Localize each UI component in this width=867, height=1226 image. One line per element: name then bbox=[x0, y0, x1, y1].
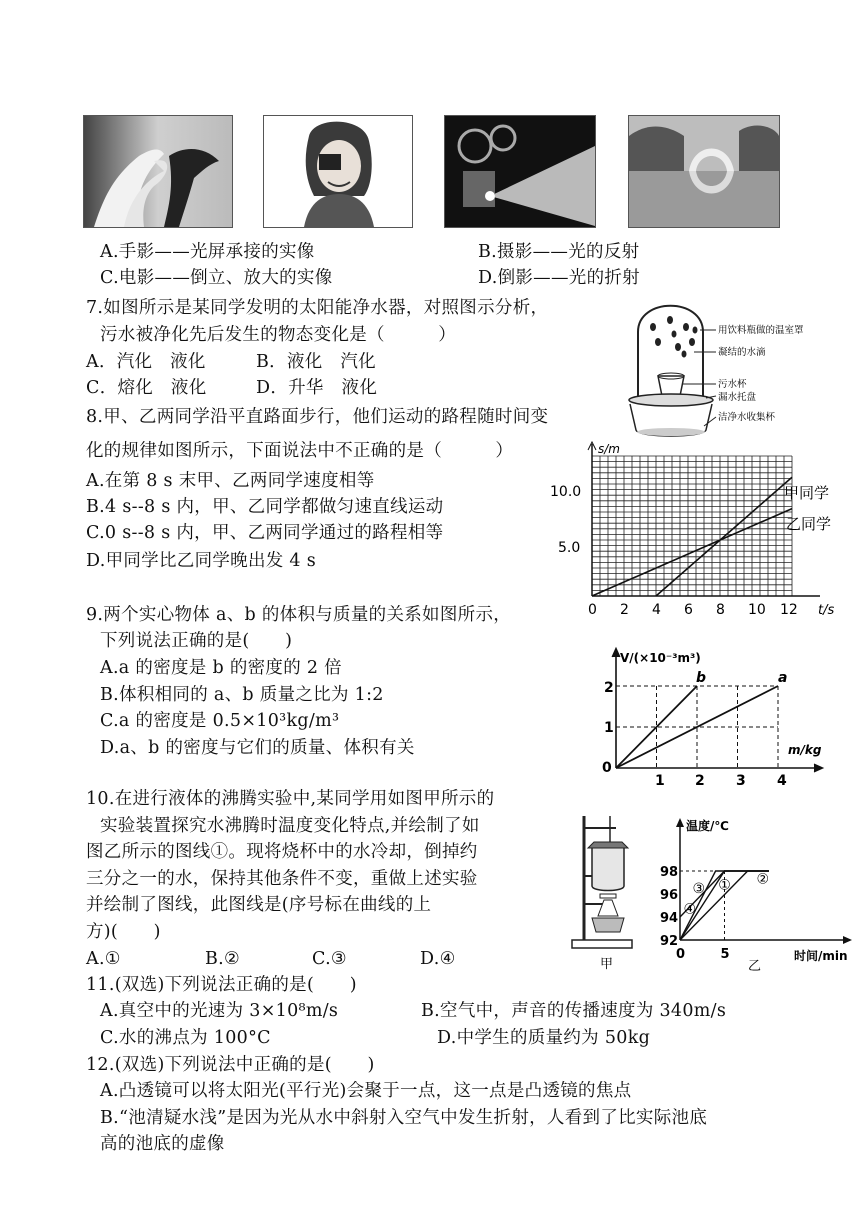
q6-option-b: B.摄影——光的反射 bbox=[478, 242, 640, 262]
y-tick-98: 98 bbox=[660, 865, 679, 880]
temperature-time-chart bbox=[650, 808, 858, 972]
series-label-2: ② bbox=[756, 871, 770, 888]
q6-option-d: D.倒影——光的折射 bbox=[478, 268, 640, 288]
y-tick-10: 10.0 bbox=[550, 484, 582, 500]
q12-option-b-line1: B.“池清疑水浅”是因为光从水中斜射入空气中发生折射，人看到了比实际池底 bbox=[100, 1108, 708, 1128]
series-label-yi: 乙同学 bbox=[786, 515, 832, 533]
x-axis-label: m/kg bbox=[788, 743, 822, 757]
series-label-a: a bbox=[778, 670, 788, 686]
q11-option-d: D.中学生的质量约为 50kg bbox=[437, 1028, 651, 1048]
q10-line5: 并绘制了图线，此图线是(序号标在曲线的上 bbox=[86, 895, 432, 915]
q12-stem: 12.(双选)下列说法中正确的是( ) bbox=[86, 1055, 375, 1075]
q7-stem-line1: 7.如图所示是某同学发明的太阳能净水器，对照图示分析， bbox=[86, 298, 549, 318]
series-label-1: ① bbox=[718, 877, 731, 894]
series-label-3: ③ bbox=[692, 880, 706, 897]
q8-option-a: A.在第 8 s 末甲、乙两同学速度相等 bbox=[86, 471, 375, 491]
boiling-apparatus-figure bbox=[562, 806, 660, 972]
x-tick-2: 2 bbox=[620, 602, 629, 616]
x-axis-label: 时间/min bbox=[794, 949, 848, 963]
fig-yi-label: 乙 bbox=[748, 959, 762, 972]
q8-stem-line2: 化的规律如图所示，下面说法中不正确的是（ ） bbox=[86, 441, 514, 461]
q7-option-a: A．汽化 液化 bbox=[86, 352, 206, 372]
q12-option-a: A.凸透镜可以将太阳光(平行光)会聚于一点，这一点是凸透镜的焦点 bbox=[100, 1081, 632, 1101]
q8-option-d: D.甲同学比乙同学晚出发 4 s bbox=[86, 551, 317, 571]
hand-shadow-photo bbox=[83, 115, 233, 228]
y-axis-label: V/(×10⁻³m³) bbox=[620, 651, 701, 665]
x-axis-arrow bbox=[814, 764, 823, 772]
origin-label: 0 bbox=[602, 760, 612, 776]
series-label-b: b bbox=[696, 670, 707, 686]
label-clean-water-cup: 洁净水收集杯 bbox=[718, 412, 776, 423]
q9-stem-line1: 9.两个实心物体 a、b 的体积与质量的关系如图所示， bbox=[86, 605, 512, 625]
y-axis-arrow bbox=[676, 818, 684, 827]
x-axis-label: t/s bbox=[818, 603, 835, 616]
series-line-b bbox=[616, 686, 697, 768]
volume-mass-chart bbox=[596, 640, 836, 790]
x-tick-1: 1 bbox=[655, 773, 665, 789]
q11-stem: 11.(双选)下列说法正确的是( ) bbox=[86, 975, 357, 995]
x-tick-8: 8 bbox=[716, 602, 725, 616]
q8-option-c: C.0 s--8 s 内，甲、乙两同学通过的路程相等 bbox=[86, 523, 444, 543]
q8-stem-line1: 8.甲、乙两同学沿平直路面步行，他们运动的路程随时间变 bbox=[86, 407, 549, 427]
q11-option-b: B.空气中，声音的传播速度为 340m/s bbox=[421, 1001, 727, 1021]
grid bbox=[592, 456, 792, 596]
film-projector-photo bbox=[444, 115, 596, 228]
q10-line6: 方)( ) bbox=[86, 922, 161, 942]
y-axis-arrow bbox=[612, 648, 620, 657]
y-tick-1: 1 bbox=[604, 720, 614, 736]
x-tick-0: 0 bbox=[588, 602, 597, 616]
q9-option-d: D.a、b 的密度与它们的质量、体积有关 bbox=[100, 738, 415, 758]
y-tick-96: 96 bbox=[660, 888, 679, 903]
q9-option-a: A.a 的密度是 b 的密度的 2 倍 bbox=[100, 658, 342, 678]
x-tick-2: 2 bbox=[695, 773, 705, 789]
label-drip-tray: 漏水托盘 bbox=[718, 392, 757, 403]
fig-jia-label: 甲 bbox=[600, 957, 614, 972]
q12-option-b-line2: 高的池底的虚像 bbox=[100, 1134, 225, 1154]
label-dirty-water-cup: 污水杯 bbox=[718, 379, 747, 390]
q7-option-d: D．升华 液化 bbox=[256, 378, 378, 398]
q10-line1: 10.在进行液体的沸腾实验中,某同学用如图甲所示的 bbox=[86, 789, 495, 809]
q10-option-d: D.④ bbox=[420, 949, 456, 969]
bridge-reflection-photo bbox=[628, 115, 780, 228]
y-tick-2: 2 bbox=[604, 680, 614, 696]
q6-option-a: A.手影——光屏承接的实像 bbox=[100, 242, 315, 262]
x-axis-arrow bbox=[843, 936, 852, 944]
y-axis-label: s/m bbox=[598, 442, 620, 456]
label-greenhouse-cover: 用饮料瓶做的温室罩 bbox=[718, 325, 804, 336]
q6-option-c: C.电影——倒立、放大的实像 bbox=[100, 268, 333, 288]
q7-option-c: C．熔化 液化 bbox=[86, 378, 207, 398]
q7-stem-line2: 污水被净化先后发生的物态变化是（ ） bbox=[100, 325, 456, 345]
label-water-drops: 凝结的水滴 bbox=[718, 347, 766, 358]
q11-option-a: A.真空中的光速为 3×10⁸m/s bbox=[100, 1001, 339, 1021]
series-label-4: ④ bbox=[683, 901, 697, 918]
x-tick-0: 0 bbox=[676, 947, 686, 962]
q11-option-c: C.水的沸点为 100°C bbox=[100, 1028, 271, 1048]
photographer-photo bbox=[263, 115, 413, 228]
q7-option-b: B．液化 汽化 bbox=[256, 352, 376, 372]
x-tick-10: 10 bbox=[748, 602, 766, 616]
solar-purifier-figure bbox=[608, 292, 858, 442]
q9-option-c: C.a 的密度是 0.5×10³kg/m³ bbox=[100, 711, 340, 731]
q10-line2: 实验装置探究水沸腾时温度变化特点,并绘制了如 bbox=[100, 816, 480, 836]
y-tick-94: 94 bbox=[660, 911, 679, 926]
y-tick-5: 5.0 bbox=[558, 540, 581, 556]
x-tick-4: 4 bbox=[652, 602, 661, 616]
y-tick-92: 92 bbox=[660, 934, 679, 949]
q9-stem-line2: 下列说法正确的是( ) bbox=[100, 631, 293, 651]
q10-option-c: C.③ bbox=[312, 949, 347, 969]
x-tick-5: 5 bbox=[720, 947, 730, 962]
q10-option-b: B.② bbox=[205, 949, 241, 969]
distance-time-chart bbox=[548, 436, 858, 616]
q10-line3: 图乙所示的图线①。现将烧杯中的水冷却，倒掉约 bbox=[86, 842, 478, 862]
series-line-yi bbox=[592, 509, 792, 596]
series-label-jia: 甲同学 bbox=[784, 484, 830, 502]
x-tick-6: 6 bbox=[684, 602, 693, 616]
y-axis-label: 温度/℃ bbox=[686, 819, 729, 833]
x-tick-4: 4 bbox=[777, 773, 787, 789]
q8-option-b: B.4 s--8 s 内，甲、乙同学都做匀速直线运动 bbox=[86, 497, 444, 517]
x-tick-3: 3 bbox=[736, 773, 746, 789]
q10-line4: 三分之一的水，保持其他条件不变，重做上述实验 bbox=[86, 869, 478, 889]
x-tick-12: 12 bbox=[780, 602, 798, 616]
q9-option-b: B.体积相同的 a、b 质量之比为 1:2 bbox=[100, 685, 384, 705]
q10-option-a: A.① bbox=[86, 949, 121, 969]
